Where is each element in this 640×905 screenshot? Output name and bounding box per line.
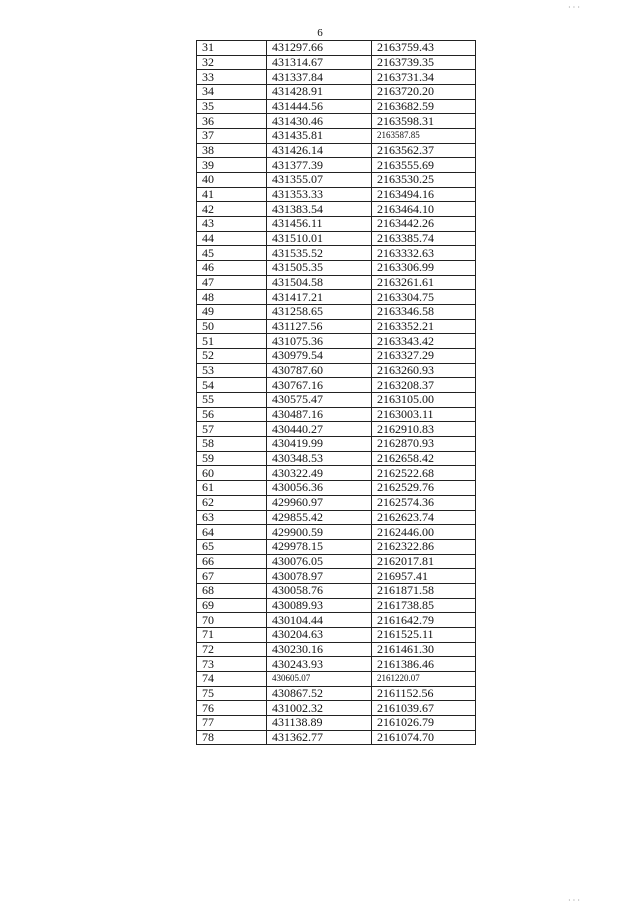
x-coordinate-cell: 431377.39 (267, 158, 372, 173)
point-number-cell: 44 (197, 231, 267, 246)
table-row (197, 422, 476, 437)
x-coordinate-cell: 430058.76 (267, 583, 372, 598)
table-row (197, 686, 476, 701)
y-coordinate-cell: 2162870.93 (372, 437, 476, 452)
y-coordinate-cell: 2161642.79 (372, 613, 476, 628)
x-coordinate-cell: 431258.65 (267, 305, 372, 320)
y-coordinate-cell: 2163598.31 (372, 114, 476, 129)
y-coordinate-cell: 2162623.74 (372, 510, 476, 525)
point-number-cell: 74 (197, 671, 267, 686)
point-number-cell: 46 (197, 261, 267, 276)
point-number-cell: 61 (197, 481, 267, 496)
x-coordinate-cell: 430348.53 (267, 451, 372, 466)
y-coordinate-cell: 2161026.79 (372, 715, 476, 730)
x-coordinate-cell: 431504.58 (267, 275, 372, 290)
x-coordinate-cell: 431456.11 (267, 217, 372, 232)
point-number-cell: 66 (197, 554, 267, 569)
x-coordinate-cell: 431353.33 (267, 187, 372, 202)
x-coordinate-cell: 431355.07 (267, 173, 372, 188)
x-coordinate-cell: 431383.54 (267, 202, 372, 217)
table-row (197, 598, 476, 613)
table-row (197, 275, 476, 290)
table-row (197, 70, 476, 85)
table-row (197, 114, 476, 129)
table-row (197, 99, 476, 114)
table-row (197, 290, 476, 305)
table-row (197, 393, 476, 408)
point-number-cell: 68 (197, 583, 267, 598)
point-number-cell: 51 (197, 334, 267, 349)
point-number-cell: 38 (197, 143, 267, 158)
y-coordinate-cell: 2163562.37 (372, 143, 476, 158)
y-coordinate-cell: 2161152.56 (372, 686, 476, 701)
point-number-cell: 77 (197, 715, 267, 730)
point-number-cell: 76 (197, 701, 267, 716)
table-row (197, 437, 476, 452)
point-number-cell: 70 (197, 613, 267, 628)
x-coordinate-cell: 431426.14 (267, 143, 372, 158)
table-row (197, 569, 476, 584)
coordinates-table-body (197, 41, 476, 745)
point-number-cell: 59 (197, 451, 267, 466)
y-coordinate-cell: 2161039.67 (372, 701, 476, 716)
x-coordinate-cell: 430089.93 (267, 598, 372, 613)
x-coordinate-cell: 429978.15 (267, 539, 372, 554)
x-coordinate-cell: 430419.99 (267, 437, 372, 452)
point-number-cell: 64 (197, 525, 267, 540)
point-number-cell: 63 (197, 510, 267, 525)
point-number-cell: 62 (197, 495, 267, 510)
point-number-cell: 65 (197, 539, 267, 554)
y-coordinate-cell: 2163682.59 (372, 99, 476, 114)
x-coordinate-cell: 430767.16 (267, 378, 372, 393)
table-row (197, 701, 476, 716)
x-coordinate-cell: 431138.89 (267, 715, 372, 730)
x-coordinate-cell: 430979.54 (267, 349, 372, 364)
point-number-cell: 53 (197, 363, 267, 378)
point-number-cell: 42 (197, 202, 267, 217)
table-row (197, 319, 476, 334)
y-coordinate-cell: 2163759.43 (372, 41, 476, 56)
point-number-cell: 39 (197, 158, 267, 173)
y-coordinate-cell: 2163304.75 (372, 290, 476, 305)
y-coordinate-cell: 2162574.36 (372, 495, 476, 510)
x-coordinate-cell: 430243.93 (267, 657, 372, 672)
x-coordinate-cell: 431444.56 (267, 99, 372, 114)
x-coordinate-cell: 430440.27 (267, 422, 372, 437)
point-number-cell: 71 (197, 627, 267, 642)
y-coordinate-cell: 2163731.34 (372, 70, 476, 85)
y-coordinate-cell: 2163555.69 (372, 158, 476, 173)
table-row (197, 554, 476, 569)
table-row (197, 55, 476, 70)
point-number-cell: 45 (197, 246, 267, 261)
y-coordinate-cell: 2163343.42 (372, 334, 476, 349)
x-coordinate-cell: 431417.21 (267, 290, 372, 305)
point-number-cell: 40 (197, 173, 267, 188)
x-coordinate-cell: 430487.16 (267, 407, 372, 422)
point-number-cell: 50 (197, 319, 267, 334)
y-coordinate-cell: 2163105.00 (372, 393, 476, 408)
point-number-cell: 35 (197, 99, 267, 114)
x-coordinate-cell: 431075.36 (267, 334, 372, 349)
y-coordinate-cell: 2163003.11 (372, 407, 476, 422)
table-row (197, 730, 476, 745)
y-coordinate-cell: 2161525.11 (372, 627, 476, 642)
table-row (197, 231, 476, 246)
point-number-cell: 33 (197, 70, 267, 85)
x-coordinate-cell: 430204.63 (267, 627, 372, 642)
y-coordinate-cell: 2162529.76 (372, 481, 476, 496)
y-coordinate-cell: 2162522.68 (372, 466, 476, 481)
y-coordinate-cell: 2161461.30 (372, 642, 476, 657)
y-coordinate-cell: 2163332.63 (372, 246, 476, 261)
y-coordinate-cell: 2163327.29 (372, 349, 476, 364)
x-coordinate-cell: 430575.47 (267, 393, 372, 408)
x-coordinate-cell: 429855.42 (267, 510, 372, 525)
x-coordinate-cell: 431510.01 (267, 231, 372, 246)
y-coordinate-cell: 2162446.00 (372, 525, 476, 540)
table-row (197, 657, 476, 672)
y-coordinate-cell: 2162658.42 (372, 451, 476, 466)
table-row (197, 495, 476, 510)
x-coordinate-cell: 430076.05 (267, 554, 372, 569)
x-coordinate-cell: 430230.16 (267, 642, 372, 657)
table-row (197, 261, 476, 276)
x-coordinate-cell: 430104.44 (267, 613, 372, 628)
y-coordinate-cell: 2163720.20 (372, 85, 476, 100)
table-row (197, 466, 476, 481)
point-number-cell: 78 (197, 730, 267, 745)
point-number-cell: 60 (197, 466, 267, 481)
page-number: 6 (317, 27, 323, 39)
point-number-cell: 49 (197, 305, 267, 320)
corner-mark-top: · · · (568, 3, 580, 12)
y-coordinate-cell: 2163385.74 (372, 231, 476, 246)
table-row (197, 246, 476, 261)
table-row (197, 627, 476, 642)
table-row (197, 202, 476, 217)
x-coordinate-cell: 429900.59 (267, 525, 372, 540)
y-coordinate-cell: 2163346.58 (372, 305, 476, 320)
y-coordinate-cell: 2163352.21 (372, 319, 476, 334)
point-number-cell: 67 (197, 569, 267, 584)
point-number-cell: 69 (197, 598, 267, 613)
table-row (197, 510, 476, 525)
y-coordinate-cell: 2162017.81 (372, 554, 476, 569)
point-number-cell: 48 (197, 290, 267, 305)
point-number-cell: 55 (197, 393, 267, 408)
y-coordinate-cell: 2162910.83 (372, 422, 476, 437)
y-coordinate-cell: 2161386.46 (372, 657, 476, 672)
y-coordinate-cell: 2163261.61 (372, 275, 476, 290)
point-number-cell: 37 (197, 129, 267, 144)
y-coordinate-cell: 2163587.85 (372, 129, 476, 144)
y-coordinate-cell: 2163306.99 (372, 261, 476, 276)
table-row (197, 539, 476, 554)
coordinates-table (196, 40, 476, 745)
y-coordinate-cell: 2163494.16 (372, 187, 476, 202)
table-row (197, 613, 476, 628)
point-number-cell: 36 (197, 114, 267, 129)
y-coordinate-cell: 2162322.86 (372, 539, 476, 554)
table-row (197, 715, 476, 730)
y-coordinate-cell: 2161871.58 (372, 583, 476, 598)
x-coordinate-cell: 430078.97 (267, 569, 372, 584)
point-number-cell: 52 (197, 349, 267, 364)
table-row (197, 305, 476, 320)
point-number-cell: 32 (197, 55, 267, 70)
y-coordinate-cell: 2163464.10 (372, 202, 476, 217)
table-row (197, 671, 476, 686)
x-coordinate-cell: 431435.81 (267, 129, 372, 144)
table-row (197, 85, 476, 100)
table-row (197, 642, 476, 657)
table-row (197, 129, 476, 144)
point-number-cell: 72 (197, 642, 267, 657)
y-coordinate-cell: 2163739.35 (372, 55, 476, 70)
y-coordinate-cell: 216957.41 (372, 569, 476, 584)
x-coordinate-cell: 430056.36 (267, 481, 372, 496)
table-row (197, 363, 476, 378)
x-coordinate-cell: 430787.60 (267, 363, 372, 378)
table-row (197, 481, 476, 496)
point-number-cell: 31 (197, 41, 267, 56)
x-coordinate-cell: 431314.67 (267, 55, 372, 70)
x-coordinate-cell: 431002.32 (267, 701, 372, 716)
point-number-cell: 34 (197, 85, 267, 100)
y-coordinate-cell: 2161738.85 (372, 598, 476, 613)
y-coordinate-cell: 2163530.25 (372, 173, 476, 188)
x-coordinate-cell: 431430.46 (267, 114, 372, 129)
x-coordinate-cell: 431337.84 (267, 70, 372, 85)
y-coordinate-cell: 2163442.26 (372, 217, 476, 232)
y-coordinate-cell: 2163260.93 (372, 363, 476, 378)
point-number-cell: 54 (197, 378, 267, 393)
point-number-cell: 75 (197, 686, 267, 701)
y-coordinate-cell: 2163208.37 (372, 378, 476, 393)
x-coordinate-cell: 431535.52 (267, 246, 372, 261)
corner-mark-bottom: · · · (568, 896, 580, 905)
table-row (197, 217, 476, 232)
y-coordinate-cell: 2161220.07 (372, 671, 476, 686)
x-coordinate-cell: 431127.56 (267, 319, 372, 334)
x-coordinate-cell: 431362.77 (267, 730, 372, 745)
table-row (197, 407, 476, 422)
point-number-cell: 56 (197, 407, 267, 422)
point-number-cell: 43 (197, 217, 267, 232)
x-coordinate-cell: 431505.35 (267, 261, 372, 276)
table-row (197, 378, 476, 393)
point-number-cell: 57 (197, 422, 267, 437)
point-number-cell: 47 (197, 275, 267, 290)
x-coordinate-cell: 430867.52 (267, 686, 372, 701)
table-row (197, 525, 476, 540)
point-number-cell: 58 (197, 437, 267, 452)
x-coordinate-cell: 430322.49 (267, 466, 372, 481)
table-row (197, 451, 476, 466)
table-row (197, 334, 476, 349)
point-number-cell: 41 (197, 187, 267, 202)
x-coordinate-cell: 431428.91 (267, 85, 372, 100)
table-row (197, 349, 476, 364)
y-coordinate-cell: 2161074.70 (372, 730, 476, 745)
x-coordinate-cell: 431297.66 (267, 41, 372, 56)
point-number-cell: 73 (197, 657, 267, 672)
x-coordinate-cell: 429960.97 (267, 495, 372, 510)
table-row (197, 187, 476, 202)
table-row (197, 143, 476, 158)
table-row (197, 583, 476, 598)
table-row (197, 173, 476, 188)
x-coordinate-cell: 430605.07 (267, 671, 372, 686)
table-row (197, 41, 476, 56)
table-row (197, 158, 476, 173)
